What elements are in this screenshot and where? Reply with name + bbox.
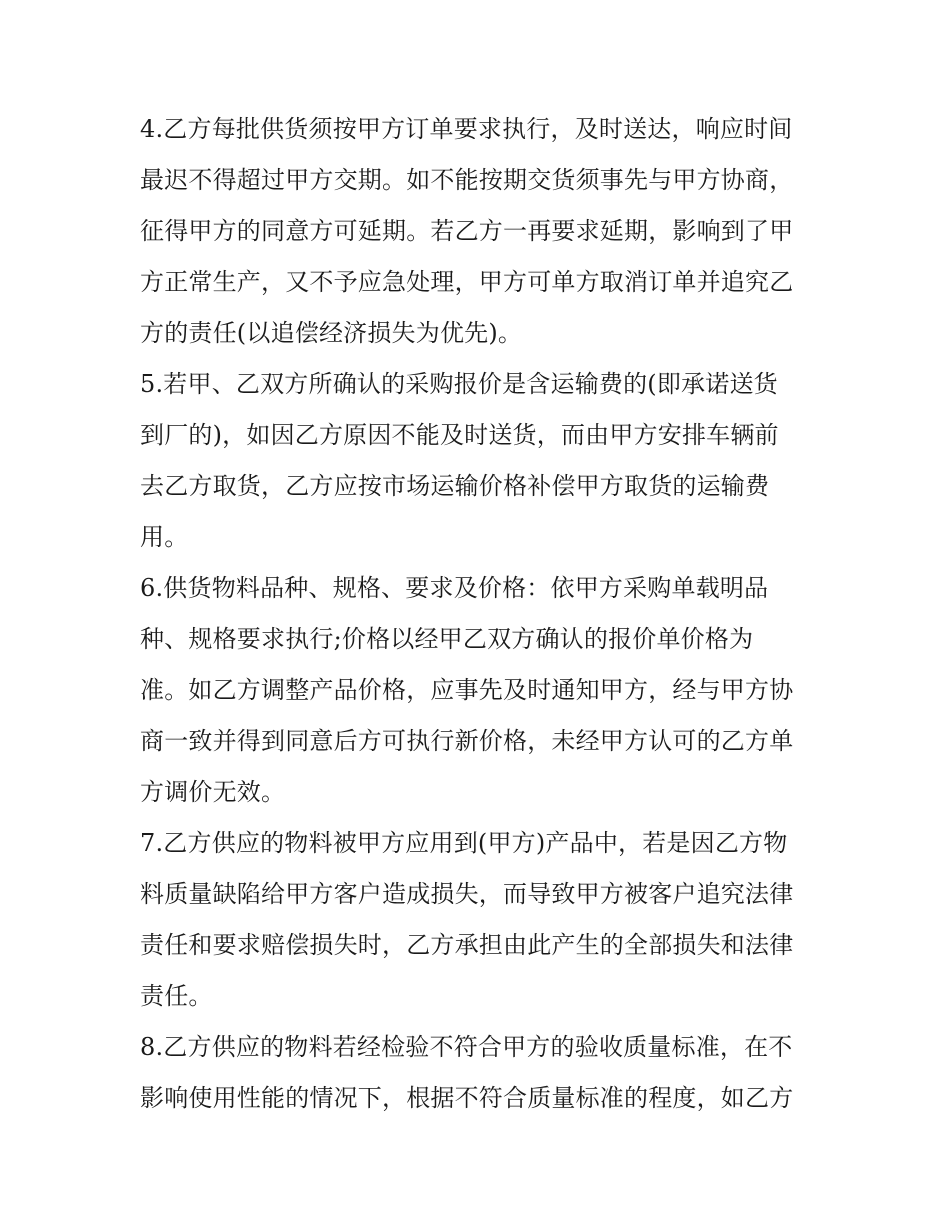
text-line: 去乙方取货，乙方应按市场运输价格补偿甲方取货的运输费 — [140, 472, 770, 500]
text-line: 最迟不得超过甲方交期。如不能按期交货须事先与甲方协商， — [140, 166, 794, 194]
text-line: 方正常生产，又不予应急处理，甲方可单方取消订单并追究乙 — [140, 268, 794, 296]
text-line: 影响使用性能的情况下，根据不符合质量标准的程度，如乙方 — [140, 1084, 794, 1112]
contract-text — [140, 104, 820, 1124]
text-line: 种、规格要求执行;价格以经甲乙双方确认的报价单价格为 — [140, 625, 754, 653]
text-line: 准。如乙方调整产品价格，应事先及时通知甲方，经与甲方协 — [140, 676, 794, 704]
text-line: 方的责任(以追偿经济损失为优先)。 — [140, 319, 523, 347]
text-line-clause-5: 5.若甲、乙双方所确认的采购报价是含运输费的(即承诺送货 — [140, 370, 778, 398]
text-line: 责任和要求赔偿损失时，乙方承担由此产生的全部损失和法律 — [140, 931, 794, 959]
text-line-clause-6: 6.供货物料品种、规格、要求及价格：依甲方采购单载明品 — [140, 574, 769, 602]
text-line: 方调价无效。 — [140, 778, 286, 806]
text-line: 征得甲方的同意方可延期。若乙方一再要求延期，影响到了甲 — [140, 217, 794, 245]
text-line-clause-7: 7.乙方供应的物料被甲方应用到(甲方)产品中，若是因乙方物 — [140, 829, 788, 857]
text-line: 责任。 — [140, 982, 213, 1010]
text-line: 用。 — [140, 523, 189, 551]
text-line: 到厂的)，如因乙方原因不能及时送货，而由甲方安排车辆前 — [140, 421, 779, 449]
text-line-clause-8: 8.乙方供应的物料若经检验不符合甲方的验收质量标准，在不 — [140, 1033, 793, 1061]
text-line-clause-4: 4.乙方每批供货须按甲方订单要求执行，及时送达，响应时间 — [140, 115, 793, 143]
text-line: 料质量缺陷给甲方客户造成损失，而导致甲方被客户追究法律 — [140, 880, 794, 908]
text-line: 商一致并得到同意后方可执行新价格，未经甲方认可的乙方单 — [140, 727, 794, 755]
